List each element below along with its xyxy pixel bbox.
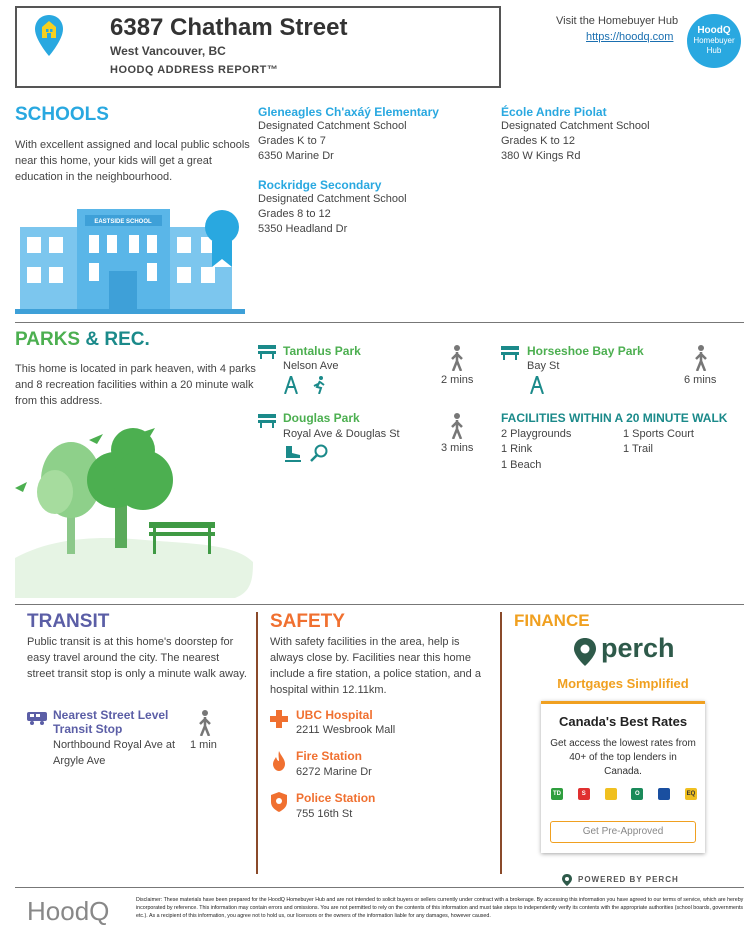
location-pin-icon: [34, 14, 64, 58]
schools-description: With excellent assigned and local public schools near this home, your kids will get a great education in the neighbourhood.: [15, 139, 250, 183]
finance-heading: FINANCE: [514, 611, 590, 630]
walking-icon: [198, 710, 212, 736]
park-illustration: [15, 420, 255, 600]
transit-heading: TRANSIT: [27, 611, 110, 632]
walk-time: 1 min: [190, 739, 217, 751]
school-2: [501, 105, 741, 164]
lender-logos: [551, 788, 697, 800]
parks-description: This home is located in park heaven, with 4 parks and 8 recreation facilities within a 20 minute walk from this address.: [15, 363, 256, 407]
divider: [15, 604, 744, 605]
safety-name[interactable]: Police Station: [296, 791, 376, 805]
school-name[interactable]: Gleneagles Ch'axáý Elementary: [258, 105, 439, 119]
column-divider: [256, 612, 258, 874]
bench-icon: [501, 346, 519, 360]
address-city: West Vancouver, BC: [110, 44, 226, 58]
skate-icon: [283, 444, 303, 462]
facility-item: 1 Sports Court: [623, 428, 694, 440]
walking-icon: [450, 413, 464, 439]
school-name[interactable]: École Andre Piolat: [501, 105, 607, 119]
hoodq-logo[interactable]: HoodQ: [27, 896, 110, 926]
hub-badge[interactable]: [687, 14, 741, 68]
lender-logo: [658, 788, 670, 800]
powered-by: POWERED BY PERCH: [578, 875, 679, 884]
park-facility-icons: [283, 444, 328, 467]
safety-description: With safety facilities in the area, help is always close by. Facilities near this home include a fire station, a police station, and a hospital within 12.11km.: [270, 636, 481, 696]
park-name[interactable]: Horseshoe Bay Park: [527, 344, 644, 358]
transit-stop-title[interactable]: Nearest Street Level: [53, 708, 169, 722]
hub-link[interactable]: https://hoodq.com: [586, 31, 674, 43]
park-name[interactable]: Douglas Park: [283, 411, 360, 425]
bench-icon: [258, 414, 276, 428]
park-street: Royal Ave & Douglas St: [283, 428, 400, 440]
school-grades: Grades 8 to 12: [258, 208, 331, 220]
report-label: HOODQ ADDRESS REPORT™: [110, 64, 279, 76]
hub-badge-title: HoodQ: [697, 25, 731, 36]
school-1: [258, 105, 498, 164]
facility-item: 2 Playgrounds: [501, 428, 572, 440]
disclaimer: Disclaimer: These materials have been prepared for the HoodQ Homebuyer Hub and are not intended to solicit buyers or sellers currently under contract with a brokerage. By accessing this information you have agreed to our terms of service, which are hereby incorporated by reference. This information may contain errors and omissions. You are not permitted to rely on the contents of this information and must take steps to independently verify its contents with the appropriate authorities (school boards, governments etc.). As a recipient of this information, you agree not to hold us, our licensors or the owners of the information liable for any damages, however caused.: [136, 897, 744, 919]
card-text: Get access the lowest rates from 40+ of the top lenders in Canada.: [550, 738, 696, 777]
transit-description: Public transit is at this home's doorstep for easy travel around the city. The nearest street transit stop is only a minute walk away.: [27, 636, 247, 680]
card-accent: [541, 701, 705, 704]
lender-logo: O: [631, 788, 643, 800]
school-building-illustration: [15, 205, 245, 317]
lender-logo: S: [578, 788, 590, 800]
tennis-icon: [310, 444, 328, 462]
facilities-heading: FACILITIES WITHIN A 20 MINUTE WALK: [501, 411, 728, 425]
transit-stop-title[interactable]: Transit Stop: [53, 722, 123, 736]
transit-stop-location: Northbound Royal Ave at: [53, 739, 176, 751]
safety-address: 755 16th St: [296, 808, 353, 820]
walk-time: 3 mins: [441, 442, 474, 454]
walking-icon: [450, 345, 464, 371]
school-name[interactable]: Rockridge Secondary: [258, 178, 382, 192]
divider: [15, 887, 744, 888]
walking-icon: [694, 345, 708, 371]
walk-time: 6 mins: [684, 374, 717, 386]
facility-item: 1 Trail: [623, 443, 653, 455]
safety-address: 2211 Wesbrook Mall: [296, 724, 396, 736]
school-type: Designated Catchment School: [258, 193, 407, 205]
swing-icon: [529, 376, 545, 394]
lender-logo: [605, 788, 617, 800]
perch-logo[interactable]: perch: [601, 633, 675, 663]
runner-icon: [311, 376, 327, 394]
swing-icon: [283, 376, 299, 394]
safety-name[interactable]: UBC Hospital: [296, 708, 373, 722]
parks-heading-b: & REC.: [85, 329, 150, 350]
lender-logo: TD: [551, 788, 563, 800]
fire-icon: [272, 751, 286, 771]
page-title: 6387 Chatham Street: [110, 14, 348, 41]
divider: [15, 322, 744, 323]
park-street: Bay St: [527, 360, 560, 372]
finance-tagline: Mortgages Simplified: [557, 676, 689, 691]
column-divider: [500, 612, 502, 874]
police-badge-icon: [271, 792, 287, 812]
school-address: 380 W Kings Rd: [501, 150, 581, 162]
safety-heading: SAFETY: [270, 611, 345, 632]
parks-heading: [15, 329, 150, 351]
hub-badge-subtitle: Homebuyer Hub: [693, 36, 735, 55]
school-type: Designated Catchment School: [501, 120, 650, 132]
park-facility-icons: [283, 376, 327, 399]
school-type: Designated Catchment School: [258, 120, 407, 132]
safety-address: 6272 Marine Dr: [296, 766, 372, 778]
schools-heading: SCHOOLS: [15, 104, 109, 125]
school-3: [258, 178, 498, 237]
safety-name[interactable]: Fire Station: [296, 749, 363, 763]
facility-item: 1 Rink: [501, 443, 533, 455]
walk-time: 2 mins: [441, 374, 474, 386]
school-address: 6350 Marine Dr: [258, 150, 334, 162]
bus-icon: [27, 711, 47, 725]
park-name[interactable]: Tantalus Park: [283, 344, 361, 358]
bench-icon: [258, 345, 276, 359]
lender-logo: EQ: [685, 788, 697, 800]
perch-small-pin-icon: [562, 874, 572, 886]
school-address: 5350 Headland Dr: [258, 223, 348, 235]
park-street: Nelson Ave: [283, 360, 339, 372]
rates-card: [541, 701, 705, 853]
visit-hub-text: Visit the Homebuyer Hub: [556, 15, 679, 27]
perch-pin-icon: [573, 638, 597, 666]
card-title: Canada's Best Rates: [558, 714, 688, 729]
school-sign: EASTSIDE SCHOOL: [94, 219, 152, 225]
parks-heading-a: PARKS: [15, 329, 81, 350]
facility-item: 1 Beach: [501, 459, 542, 471]
get-pre-approved-button[interactable]: Get Pre-Approved: [550, 821, 696, 843]
hospital-cross-icon: [270, 710, 288, 728]
school-grades: Grades K to 12: [501, 135, 575, 147]
transit-stop-location: Argyle Ave: [53, 755, 106, 767]
school-grades: Grades K to 7: [258, 135, 326, 147]
